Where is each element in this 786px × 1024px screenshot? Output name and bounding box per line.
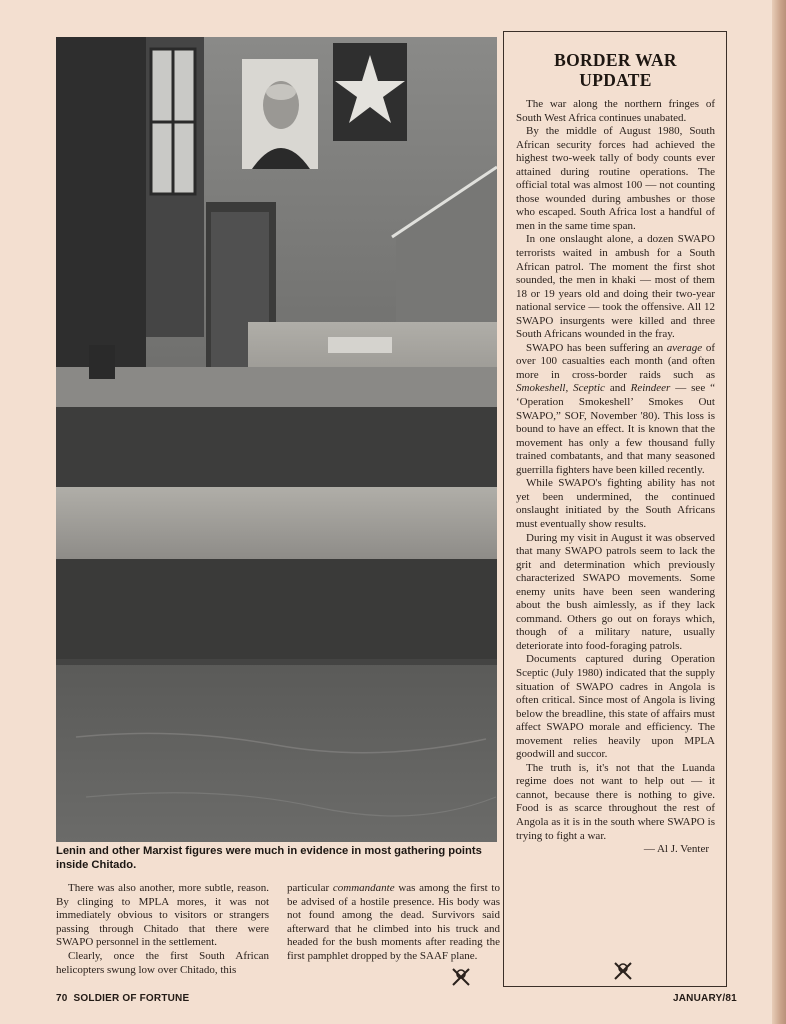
author-signature: — Al J. Venter bbox=[643, 843, 709, 856]
text-run-italic: Reindeer bbox=[630, 382, 671, 395]
text-run: and bbox=[604, 382, 631, 395]
text-run: particular bbox=[287, 882, 333, 894]
left-column-paragraph: There was also another, more subtle, reason. By clinging to MPLA mores, it was not immediately obvious to visitors or strangers passing through Chitado that there were SWAPO personnel in the settlement. bbox=[56, 882, 269, 949]
text-run: — see “ ‘Operation Smokeshell’ Smokes Out SWAPO,” SOF, November '80). This loss is bound to have an effect. It is known that the movement has only a few thousand fully trained combatants, and that many seasoned guerrilla fighters have been killed recently. bbox=[516, 382, 715, 476]
main-text-right-column bbox=[287, 882, 500, 964]
chitado-room-photo bbox=[56, 37, 497, 842]
border-war-update-sidebar bbox=[503, 31, 727, 987]
photo-caption: Lenin and other Marxist figures were much in evidence in most gathering points inside Chitado. bbox=[56, 845, 482, 871]
text-run-italic: commandante bbox=[332, 882, 395, 894]
text-run: of over 100 casualties each month (and often more in cross-border raids such as bbox=[516, 341, 715, 381]
text-run-italic: Smokeshell, Sceptic bbox=[516, 382, 605, 395]
sidebar-paragraph bbox=[516, 342, 715, 477]
sidebar-title: BORDER WAR UPDATE bbox=[554, 50, 677, 90]
page-footer-left bbox=[56, 993, 189, 1004]
page-spine-edge bbox=[772, 0, 786, 1024]
issue-date: JANUARY/81 bbox=[673, 993, 737, 1004]
crossed-arrows-emblem-icon bbox=[612, 960, 634, 982]
text-run: SWAPO has been suffering an bbox=[526, 341, 667, 354]
text-run: was among the first to be advised of a hostile presence. His body was not found among the dead. Survivors said afterward that he climbed into his truck and headed for the bush moments after reading the first pamphlet dropped by the SAAF plane. bbox=[287, 882, 500, 962]
sidebar-body bbox=[516, 98, 715, 857]
sidebar-paragraph: The war along the northern fringes of South West Africa continues unabated. bbox=[516, 98, 715, 124]
crossed-arrows-emblem-icon bbox=[450, 966, 472, 988]
left-column-paragraph: Clearly, once the first South African helicopters swung low over Chitado, this bbox=[56, 949, 269, 976]
sidebar-paragraph: Documents captured during Operation Sceptic (July 1980) indicated that the supply situation of SWAPO cadres in Angola is often critical. Since most of Angola is living below the breadline, this state of affairs must affect SWAPO morale and efficiency. The movement relies heavily upon MPLA goodwill and succor. bbox=[516, 653, 715, 761]
text-run-italic: average bbox=[666, 341, 703, 354]
page-number: 70 bbox=[56, 993, 68, 1004]
magazine-name: SOLDIER OF FORTUNE bbox=[73, 993, 190, 1004]
sidebar-paragraph: The truth is, it's not that the Luanda regime does not want to help out — it cannot, because there is nothing to give. Food is as scarce throughout the rest of Angola as it is in the south where SWAPO is trying to fight a war. bbox=[516, 761, 715, 842]
sidebar-paragraph: In one onslaught alone, a dozen SWAPO terrorists waited in ambush for a South African patrol. The moment the first shot sounded, the men in khaki — most of them 18 or 19 years old and doing their two-year national service — took the offensive. All 12 SWAPO insurgents were killed and three South Africans wounded in the fray. bbox=[516, 233, 715, 341]
sidebar-paragraph: While SWAPO's fighting ability has not yet been undermined, the continued onslaught initiated by the South Africans must eventually show results. bbox=[516, 477, 715, 530]
sidebar-paragraph: During my visit in August it was observed that many SWAPO patrols seem to lack the grit and determination which previously characterized SWAPO movements. Some enemy units have been seen wandering about the bush aimlessly, as if they lack command. Others go out on forays which, though of a military nature, usually deteriorate into food-foraging patrols. bbox=[516, 531, 715, 652]
right-column-paragraph bbox=[287, 882, 500, 964]
sidebar-paragraph: By the middle of August 1980, South African security forces had achieved the highest two-week tally of body counts ever attained during routine operations. The official total was almost 100 — not counting those wounded during ambushes or those who escaped. South Africa lost a handful of men in the same time span. bbox=[516, 125, 715, 232]
main-text-left-column bbox=[56, 882, 269, 977]
